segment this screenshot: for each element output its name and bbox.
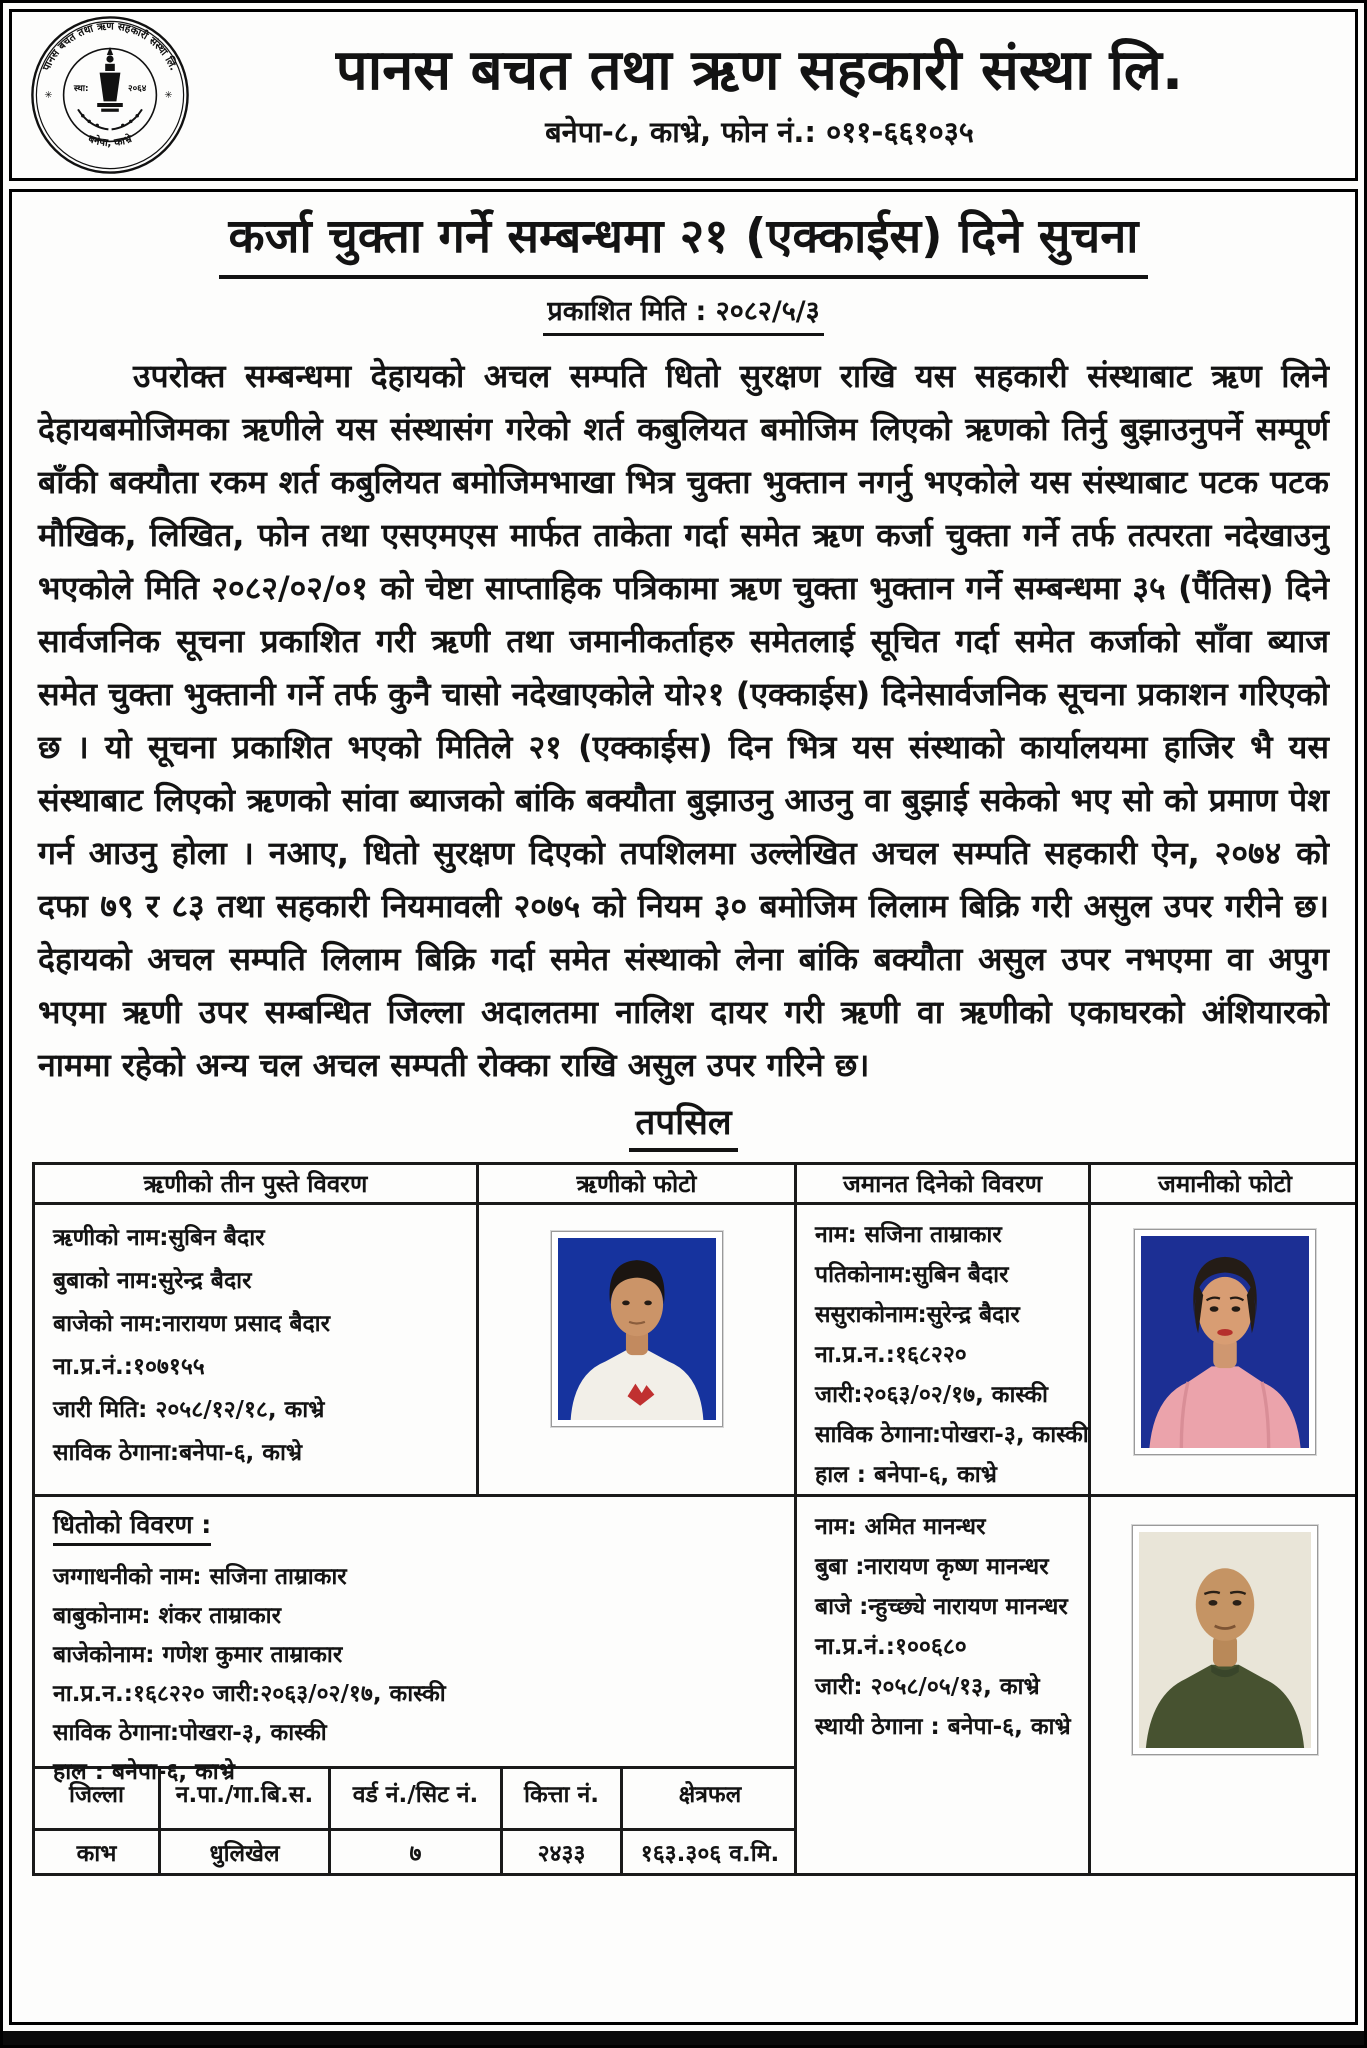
- land-value: काभ: [35, 1831, 161, 1873]
- tapasil-heading: तपसिल: [629, 1098, 737, 1152]
- land-col-header: जिल्ला: [35, 1769, 161, 1831]
- borrower-detail-line: ऋणीको नाम:सुबिन बैदार: [53, 1224, 265, 1251]
- collateral-lines: [53, 1558, 780, 1792]
- masthead-text: [194, 39, 1355, 150]
- borrower-photo-cell: [479, 1205, 797, 1497]
- guarantor1-detail-line: ना.प्र.न.:१६८२२०: [815, 1341, 967, 1368]
- guarantor2-detail-line: नाम: अमित मानन्धर: [815, 1513, 986, 1540]
- org-address: बनेपा-८, काभ्रे, फोन नं.: ०११-६६१०३५: [545, 114, 974, 149]
- borrower-detail-line: बुबाको नाम:सुरेन्द्र बैदार: [53, 1267, 252, 1294]
- org-name: पानस बचत तथा ऋण सहकारी संस्था लि.: [335, 38, 1184, 104]
- guarantor2-details-cell: [797, 1497, 1091, 1873]
- tapasil-row: [24, 1098, 1343, 1152]
- guarantor2-detail-line: स्थायी ठेगाना : बनेपा-६, काभ्रे: [815, 1713, 1071, 1740]
- collateral-detail-line: बाबुकोनाम: शंकर ताम्राकार: [53, 1602, 282, 1629]
- guarantor2-photo-cell: [1091, 1497, 1358, 1873]
- land-value: ७: [331, 1831, 503, 1873]
- seal-ring-text-bottom: बनेपा, काभ्रे: [86, 132, 134, 150]
- col-header-guarantor-details: जमानत दिनेको विवरण: [797, 1165, 1091, 1205]
- col-header-guarantor-photo: जमानीको फोटो: [1091, 1165, 1358, 1205]
- guarantor1-detail-line: पतिकोनाम:सुबिन बैदार: [815, 1261, 1009, 1288]
- notice-title: कर्जा चुक्ता गर्ने सम्बन्धमा २१ (एक्काईस) दिने सुचना: [219, 208, 1149, 279]
- notice-paragraph: उपरोक्त सम्बन्धमा देहायको अचल सम्पति धितो सुरक्षण राखि यस सहकारी संस्थाबाट ऋण लिने देहायबमोजिमका ऋणीले यस संस्थासंग गरेको शर्त कबुलियत बमोजिम लिएको ऋणको तिर्नु बुझाउनुपर्ने सम्पूर्ण बाँकी बक्यौता रकम शर्त कबुलियत बमोजिमभाखा भित्र चुक्ता भुक्तान नगर्नु भएकोले यस संस्थाबाट पटक पटक मौखिक, लिखित, फोन तथा एसएमएस मार्फत ताकेता गर्दा समेत ऋण कर्जा चुक्ता गर्ने तर्फ तत्परता नदेखाउनु भएकोले मिति २०८२/०२/०१ को चेष्टा साप्ताहिक पत्रिकामा ऋण चुक्ता भुक्तान गर्ने सम्बन्धमा ३५ (पैंतिस) दिने सार्वजनिक सूचना प्रकाशित गरी ऋणी तथा जमानीकर्ताहरु समेतलाई सूचित गर्दा समेत कर्जाको साँवा ब्याज समेत चुक्ता भुक्तानी गर्ने तर्फ कुनै चासो नदेखाएकोले यो२१ (एक्काईस) दिनेसार्वजनिक सूचना प्रकाशन गरिएको छ । यो सूचना प्रकाशित भएको मितिले २१ (एक्काईस) दिन भित्र यस संस्थाको कार्यालयमा हाजिर भै यस संस्थाबाट लिएको ऋणको सांवा ब्याजको बांकि बक्यौता बुझाउनु आउनु वा बुझाई सकेको भए सो को प्रमाण पेश गर्न आउनु होला । नआए, धितो सुरक्षण दिएको तपशिलमा उल्लेखित अचल सम्पति सहकारी ऐन, २०७४ को दफा ७९ र ८३ तथा सहकारी नियमावली २०७५ को नियम ३० बमोजिम लिलाम बिक्रि गरी असुल उपर गरीने छ। देहायको अचल सम्पति लिलाम बिक्रि गर्दा समेत संस्थाको लेना बांकि बक्यौता असुल उपर नभएमा वा अपुग भएमा ऋणी उपर सम्बन्धित जिल्ला अदालतमा नालिश दायर गरी ऋणी वा ऋणीको एकाघरको अंशियारको नाममा रहेको अन्य चल अचल सम्पती रोक्का राखि असुल उपर गरिने छ।: [38, 356, 1329, 1084]
- borrower-detail-line: जारी मिति: २०५८/१२/१८, काभ्रे: [53, 1396, 325, 1423]
- seal-center-right-text: २०६४: [128, 84, 147, 94]
- collateral-detail-line: ना.प्र.न.:१६८२२० जारी:२०६३/०२/१७, कास्की: [53, 1680, 446, 1707]
- org-seal-graphic: [30, 15, 190, 175]
- schedule-table: [32, 1162, 1358, 1876]
- land-col-header: वर्ड नं./सिट नं.: [331, 1769, 503, 1831]
- guarantor1-detail-line: साविक ठेगाना:पोखरा-३, कास्की: [815, 1421, 1089, 1448]
- guarantor1-detail-line: जारी:२०६३/०२/१७, कास्की: [815, 1381, 1048, 1408]
- seal-star-left: ✳: [44, 90, 53, 102]
- land-value: धुलिखेल: [161, 1831, 331, 1873]
- collateral-detail-line: साविक ठेगाना:पोखरा-३, कास्की: [53, 1719, 327, 1746]
- borrower-photo: [551, 1231, 723, 1427]
- guarantor1-photo: [1134, 1229, 1316, 1455]
- collateral-detail-line: जग्गाधनीको नाम: सजिना ताम्राकार: [53, 1563, 347, 1590]
- notice-body-box: [9, 189, 1358, 2025]
- collateral-heading: धितोको विवरण :: [53, 1507, 211, 1546]
- guarantor2-detail-line: जारी: २०५८/०५/१३, काभ्रे: [815, 1673, 1040, 1700]
- notice-title-row: [24, 208, 1343, 279]
- land-value: १६३.३०६ व.मि.: [640, 1840, 780, 1867]
- land-col-header: कित्ता नं.: [503, 1769, 623, 1831]
- seal-star-right: ✳: [164, 90, 173, 102]
- guarantor1-details-cell: [797, 1205, 1091, 1497]
- guarantor2-detail-line: बुबा :नारायण कृष्ण मानन्धर: [815, 1553, 1049, 1580]
- seal-ring-text-top: पानस बचत तथा ऋण सहकारी संस्था लि.: [40, 20, 180, 73]
- collateral-detail-line: बाजेकोनाम: गणेश कुमार ताम्राकार: [53, 1641, 343, 1668]
- guarantor2-photo: [1132, 1525, 1318, 1755]
- guarantor2-detail-line: बाजे :न्हुच्छ्ये नारायण मानन्धर: [815, 1593, 1068, 1620]
- borrower-details-cell: [35, 1205, 479, 1497]
- land-value: २४३३: [503, 1831, 623, 1873]
- scan-bottom-edge: [3, 2031, 1364, 2045]
- guarantor1-detail-line: ससुराकोनाम:सुरेन्द्र बैदार: [815, 1301, 1020, 1328]
- col-header-borrower-details: ऋणीको तीन पुस्ते विवरण: [35, 1165, 479, 1205]
- land-table-header-row: [35, 1769, 797, 1831]
- guarantor1-detail-line: हाल : बनेपा-६, काभ्रे: [815, 1461, 997, 1488]
- published-date: प्रकाशित मिति : २०८२/५/३: [543, 291, 823, 336]
- col-header-borrower-photo: ऋणीको फोटो: [479, 1165, 797, 1205]
- borrower-detail-line: बाजेको नाम:नारायण प्रसाद बैदार: [53, 1310, 331, 1337]
- land-table-data-row: [35, 1831, 797, 1873]
- borrower-detail-line: ना.प्र.नं.:१०७१५५: [53, 1353, 205, 1380]
- land-col-header: क्षेत्रफल: [623, 1769, 797, 1831]
- guarantor2-detail-line: ना.प्र.नं.:१००६८०: [815, 1633, 967, 1660]
- borrower-detail-line: साविक ठेगाना:बनेपा-६, काभ्रे: [53, 1439, 303, 1466]
- land-col-header: न.पा./गा.बि.स.: [161, 1769, 331, 1831]
- published-date-row: [24, 291, 1343, 336]
- guarantor1-detail-line: नाम: सजिना ताम्राकार: [815, 1221, 1002, 1248]
- collateral-details-cell: [35, 1497, 797, 1785]
- land-parcel-table: [35, 1769, 797, 1873]
- guarantor1-photo-cell: [1091, 1205, 1358, 1497]
- org-seal-logo: [26, 17, 194, 173]
- collateral-detail-line: हाल : बनेपा-६, काभ्रे: [53, 1758, 235, 1785]
- masthead: [9, 9, 1358, 181]
- seal-center-left-text: स्था:: [73, 84, 89, 94]
